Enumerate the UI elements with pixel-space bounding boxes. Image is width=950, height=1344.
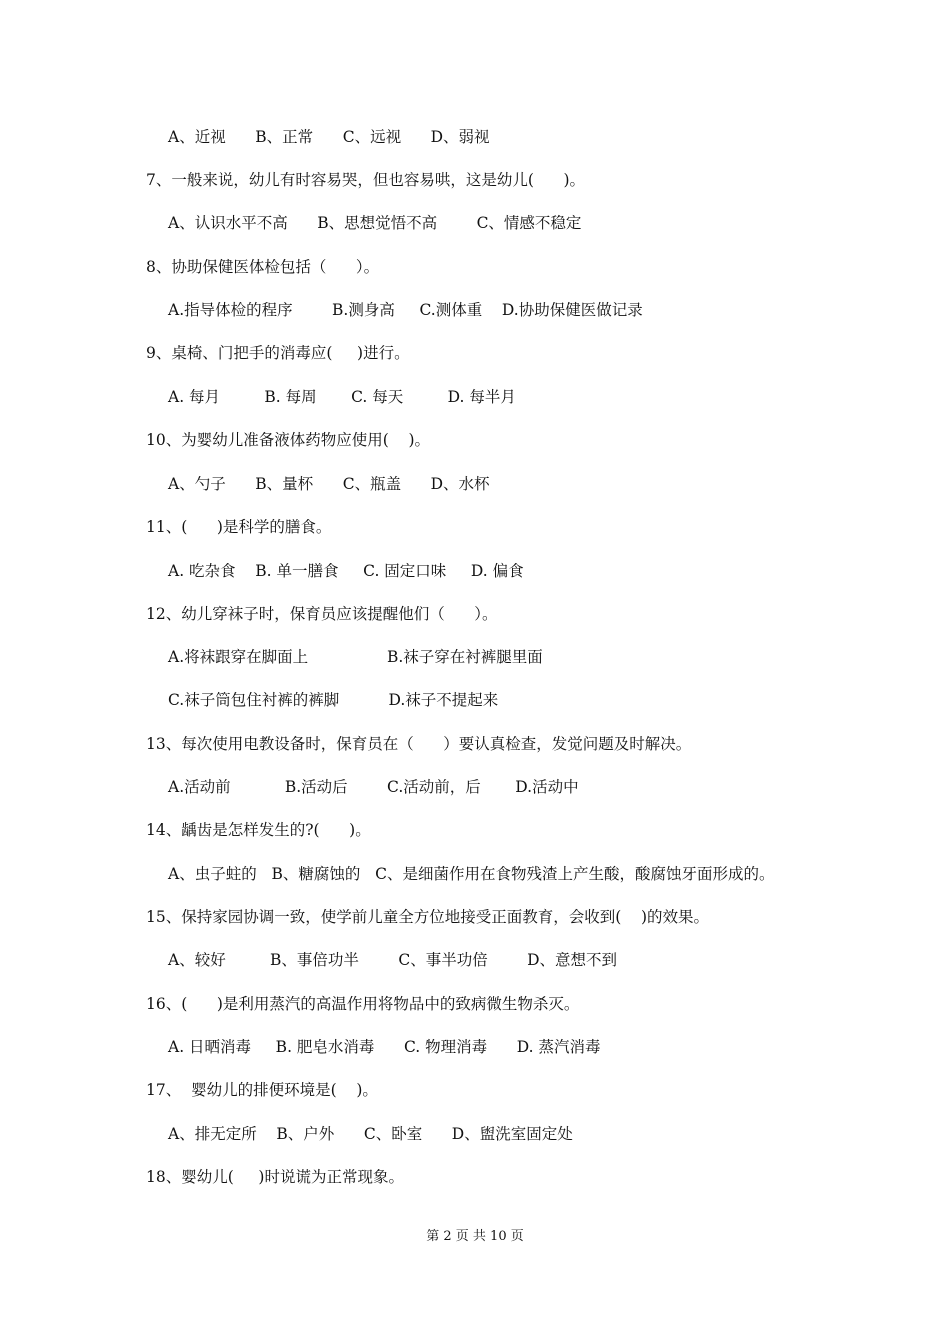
- q14-options: A、虫子蛀的 B、糖腐蚀的 C、是细菌作用在食物残渣上产生酸，酸腐蚀牙面形成的。: [168, 865, 775, 883]
- q10-options: A、勺子 B、量杯 C、瓶盖 D、水杯: [168, 475, 490, 493]
- q6-options: A、近视 B、正常 C、远视 D、弱视: [168, 128, 490, 146]
- q17-stem: 17、 婴幼儿的排便环境是( )。: [146, 1081, 378, 1099]
- q15-stem: 15、保持家园协调一致，使学前儿童全方位地接受正面教育，会收到( )的效果。: [146, 908, 710, 926]
- q9-options: A. 每月 B. 每周 C. 每天 D. 每半月: [168, 388, 516, 406]
- q16-stem: 16、( )是利用蒸汽的高温作用将物品中的致病微生物杀灭。: [146, 995, 580, 1013]
- q8-stem: 8、协助保健医体检包括（ ）。: [146, 258, 380, 276]
- q12-stem: 12、幼儿穿袜子时，保育员应该提醒他们（ ）。: [146, 605, 498, 623]
- q11-options: A. 吃杂食 B. 单一膳食 C. 固定口味 D. 偏食: [168, 562, 524, 580]
- q17-options: A、排无定所 B、户外 C、卧室 D、盥洗室固定处: [168, 1125, 573, 1143]
- q9-stem: 9、桌椅、门把手的消毒应( )进行。: [146, 344, 410, 362]
- q7-stem: 7、一般来说，幼儿有时容易哭，但也容易哄，这是幼儿( )。: [146, 171, 586, 189]
- q8-options: A.指导体检的程序 B.测身高 C.测体重 D.协助保健医做记录: [168, 301, 643, 319]
- q11-stem: 11、( )是科学的膳食。: [146, 518, 332, 536]
- q7-options: A、认识水平不高 B、思想觉悟不高 C、情感不稳定: [168, 214, 582, 232]
- q12-options-row2: C.袜子筒包住衬裤的裤脚 D.袜子不提起来: [168, 691, 499, 709]
- q12-options-row1: A.将袜跟穿在脚面上 B.袜子穿在衬裤腿里面: [168, 648, 543, 666]
- q16-options: A. 日晒消毒 B. 肥皂水消毒 C. 物理消毒 D. 蒸汽消毒: [168, 1038, 601, 1056]
- q15-options: A、较好 B、事倍功半 C、事半功倍 D、意想不到: [168, 951, 618, 969]
- q18-stem: 18、婴幼儿( )时说谎为正常现象。: [146, 1168, 404, 1186]
- q14-stem: 14、龋齿是怎样发生的?( )。: [146, 821, 371, 839]
- q13-stem: 13、每次使用电教设备时，保育员在（ ）要认真检查，发觉问题及时解决。: [146, 735, 692, 753]
- page-footer: 第 2 页 共 10 页: [426, 1229, 524, 1244]
- q10-stem: 10、为婴幼儿准备液体药物应使用( )。: [146, 431, 431, 449]
- q13-options: A.活动前 B.活动后 C.活动前，后 D.活动中: [168, 778, 579, 796]
